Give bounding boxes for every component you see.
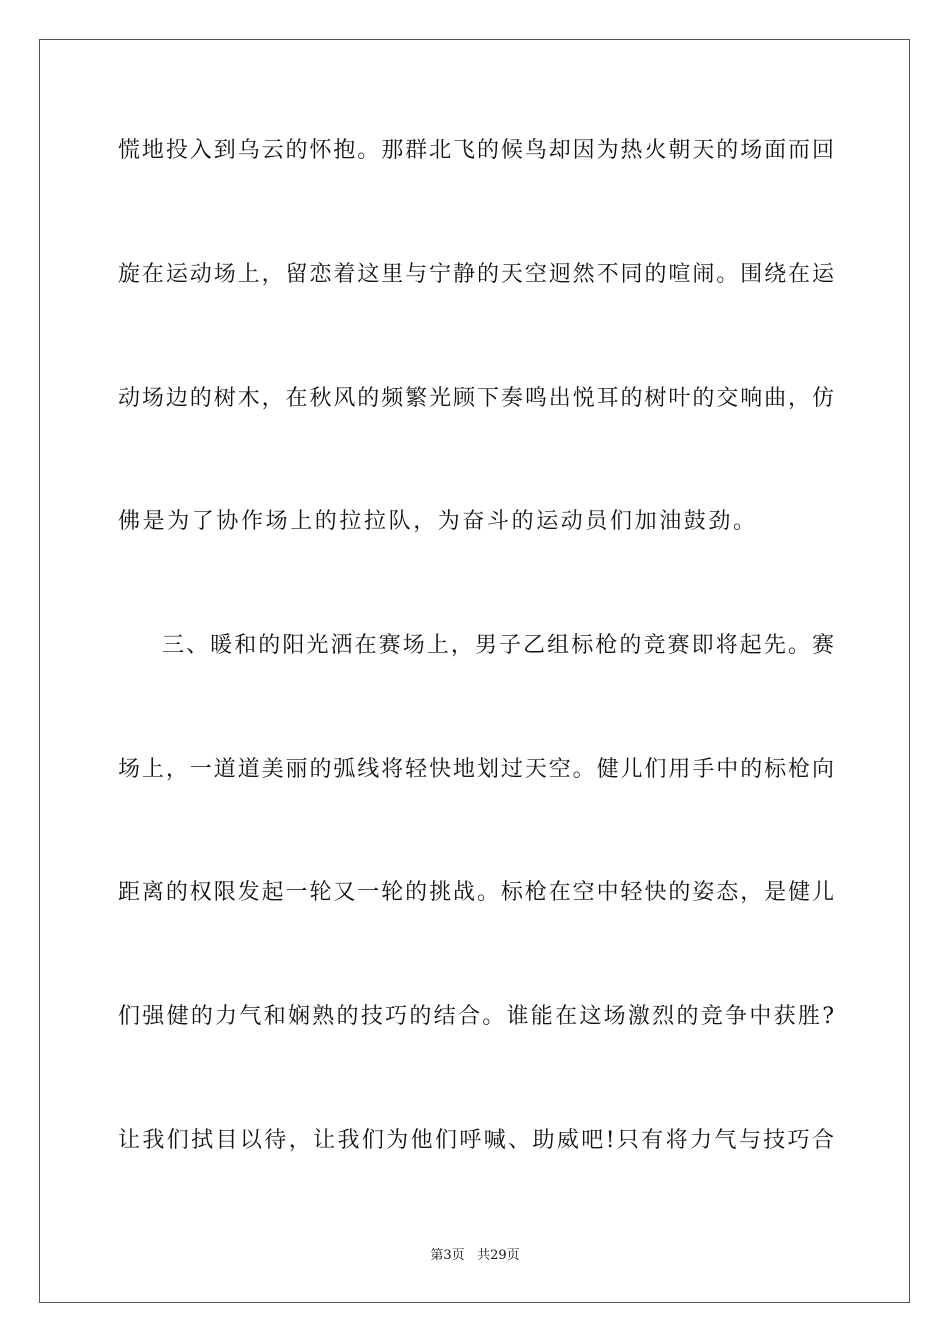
page-border: [39, 39, 910, 1303]
total-pages: 共29页: [477, 1248, 520, 1263]
paragraph-line: 三、暖和的阳光洒在赛场上，男子乙组标枪的竞赛即将起先。赛: [162, 633, 834, 658]
paragraph-line: 让我们拭目以待，让我们为他们呼喊、助威吧!只有将力气与技巧合: [118, 1128, 834, 1153]
page-footer: [0, 1247, 950, 1265]
paragraph-line: 距离的权限发起一轮又一轮的挑战。标枪在空中轻快的姿态，是健儿: [118, 880, 834, 905]
paragraph-line: 们强健的力气和娴熟的技巧的结合。谁能在这场激烈的竞争中获胜?: [118, 1004, 834, 1029]
paragraph-line: 慌地投入到乌云的怀抱。那群北飞的候鸟却因为热火朝天的场面而回: [118, 138, 834, 163]
paragraph-line: 动场边的树木，在秋风的频繁光顾下奏鸣出悦耳的树叶的交响曲，仿: [118, 386, 834, 411]
paragraph-line: 场上，一道道美丽的弧线将轻快地划过天空。健儿们用手中的标枪向: [118, 757, 834, 782]
footer-gap: [465, 1248, 477, 1263]
paragraph-line: 旋在运动场上，留恋着这里与宁静的天空迥然不同的喧闹。围绕在运: [118, 262, 834, 287]
page-number: 第3页: [430, 1248, 465, 1263]
paragraph-line: 佛是为了协作场上的拉拉队，为奋斗的运动员们加油鼓劲。: [118, 509, 758, 534]
